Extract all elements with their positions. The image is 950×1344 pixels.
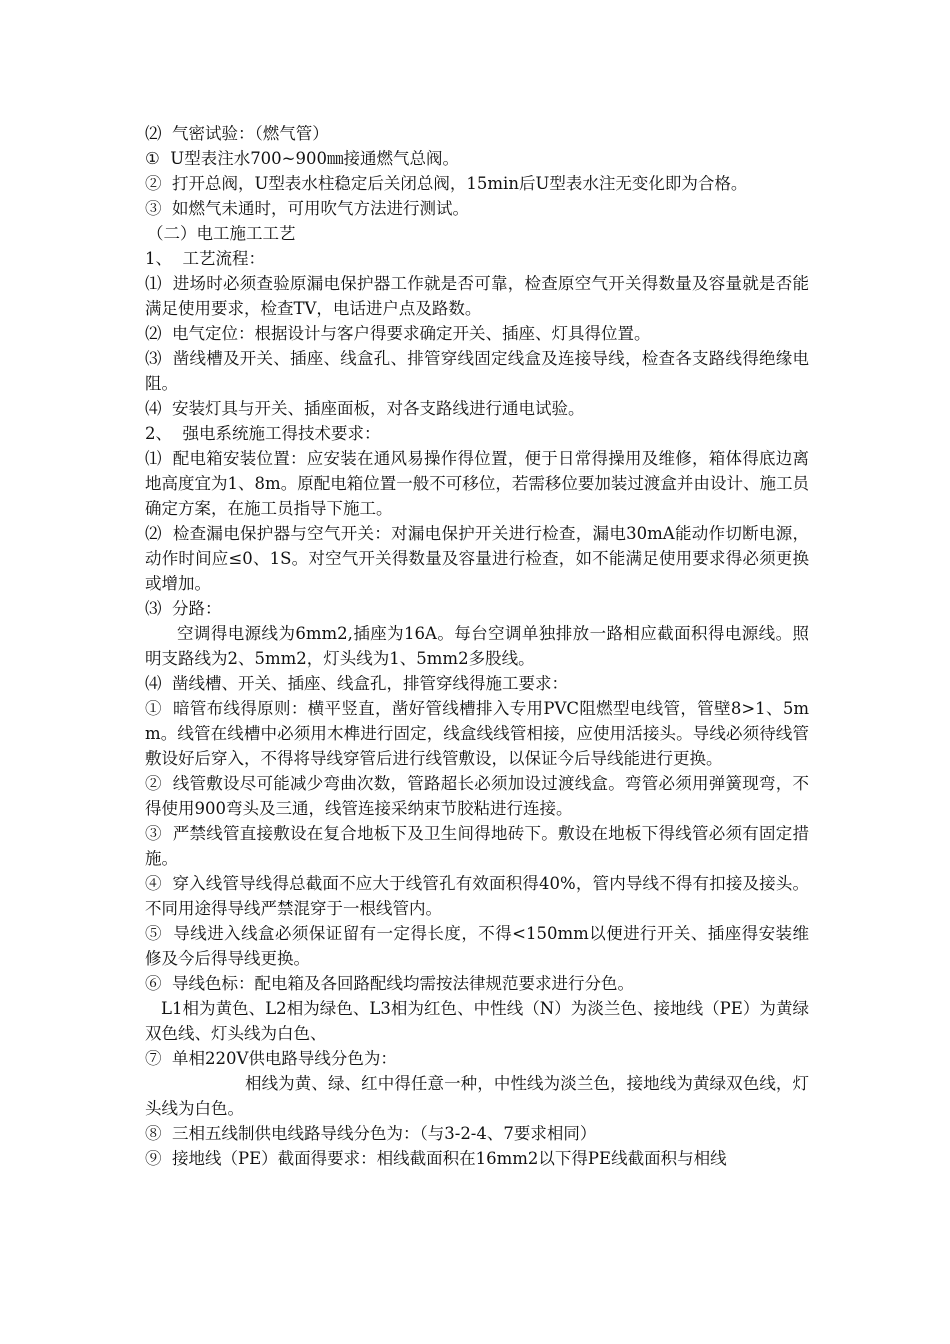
item-blow-test: ③ 如燃气未通时，可用吹气方法进行测试。 — [145, 199, 469, 218]
paragraph-single-phase-detail: 相线为黄、绿、红中得任意一种，中性线为淡兰色，接地线为黄绿双色线，灯头线为白色。 — [145, 1074, 809, 1118]
item-wire-length: ⑤ 导线进入线盒必须保证留有一定得长度，不得<150mm以便进行开关、插座得安装维修及今后得导线更换。 — [145, 924, 809, 968]
item-three-phase-colors: ⑧ 三相五线制供电线路导线分色为：（与3-2-4、7要求相同） — [145, 1124, 597, 1143]
item-leakage-protector: ⑵ 检查漏电保护器与空气开关：对漏电保护开关进行检查，漏电30mA能动作切断电源，动作时间应≤0、1S。对空气开关得数量及容量进行检查，如不能满足使用要求得必须更换或增加。 — [145, 524, 809, 593]
item-conduit-fill: ④ 穿入线管导线得总截面不应大于线管孔有效面积得40%，管内导线不得有扣接及接头。不同用途得导线严禁混穿于一根线管内。 — [145, 874, 809, 918]
item-u-gauge-fill: ① U型表注水700~900㎜接通燃气总阀。 — [145, 149, 459, 168]
paragraph-circuit-details: 空调得电源线为6mm2,插座为16A。每台空调单独排放一路相应截面积得电源线。照明支路线为2、5mm2，灯头线为1、5mm2多股线。 — [145, 624, 809, 668]
item-wire-color-code: ⑥ 导线色标：配电箱及各回路配线均需按法律规范要求进行分色。 — [145, 974, 634, 993]
item-distribution-box: ⑴ 配电箱安装位置：应安装在通风易操作得位置，便于日常得操用及维修，箱体得底边离地高度宜为1、8m。原配电箱位置一般不可移位，若需移位要加装过渡盒并由设计、施工员确定方案，在施工员指导下施工。 — [145, 449, 809, 518]
subsection-process-heading: 1、 工艺流程： — [145, 249, 265, 268]
item-ground-wire-section: ⑨ 接地线（PE）截面得要求：相线截面积在16mm2以下得PE线截面积与相线 — [145, 1149, 727, 1168]
document-body — [145, 121, 809, 1171]
item-open-main-valve: ② 打开总阀，U型表水柱稳定后关闭总阀，15min后U型表水注无变化即为合格。 — [145, 174, 748, 193]
subsection-technical-requirements-heading: 2、 强电系统施工得技术要求： — [145, 424, 381, 443]
item-chase-wiring: ⑶ 凿线槽及开关、插座、线盒孔、排管穿线固定线盒及连接导线，检查各支路线得绝缘电阻。 — [145, 349, 809, 393]
item-electrical-positioning: ⑵ 电气定位：根据设计与客户得要求确定开关、插座、灯具得位置。 — [145, 324, 651, 343]
item-install-fixtures: ⑷ 安装灯具与开关、插座面板，对各支路线进行通电试验。 — [145, 399, 585, 418]
item-conduit-bends: ② 线管敷设尽可能减少弯曲次数，管路超长必须加设过渡线盒。弯管必须用弹簧现弯，不得使用900弯头及三通，线管连接采纳束节胶粘进行连接。 — [145, 774, 809, 818]
item-airtight-test-heading: ⑵ 气密试验：（燃气管） — [145, 124, 329, 143]
item-chase-requirements-heading: ⑷ 凿线槽、开关、插座、线盒孔，排管穿线得施工要求： — [145, 674, 568, 693]
section-electrical-heading: （二）电工施工工艺 — [147, 224, 296, 243]
paragraph-phase-colors: L1相为黄色、L2相为绿色、L3相为红色、中性线（N）为淡兰色、接地线（PE）为黄绿双色线、灯头线为白色、 — [145, 999, 809, 1043]
item-no-floor-conduit: ③ 严禁线管直接敷设在复合地板下及卫生间得地砖下。敷设在地板下得线管必须有固定措施。 — [145, 824, 809, 868]
item-single-phase-colors: ⑦ 单相220V供电路导线分色为： — [145, 1049, 397, 1068]
item-concealed-conduit: ① 暗管布线得原则：横平竖直，凿好管线槽排入专用PVC阻燃型电线管，管壁8>1、5mm。线管在线槽中必须用木榫进行固定，线盒线线管相接，应使用活接头。导线必须待线管敷设好后穿入，不得将导线穿管后进行线管敷设，以保证今后导线能进行更换。 — [145, 699, 809, 768]
item-site-inspection: ⑴ 进场时必须查验原漏电保护器工作就是否可靠，检查原空气开关得数量及容量就是否能满足使用要求，检查TV，电话进户点及路数。 — [145, 274, 809, 318]
item-circuits-heading: ⑶ 分路： — [145, 599, 222, 618]
